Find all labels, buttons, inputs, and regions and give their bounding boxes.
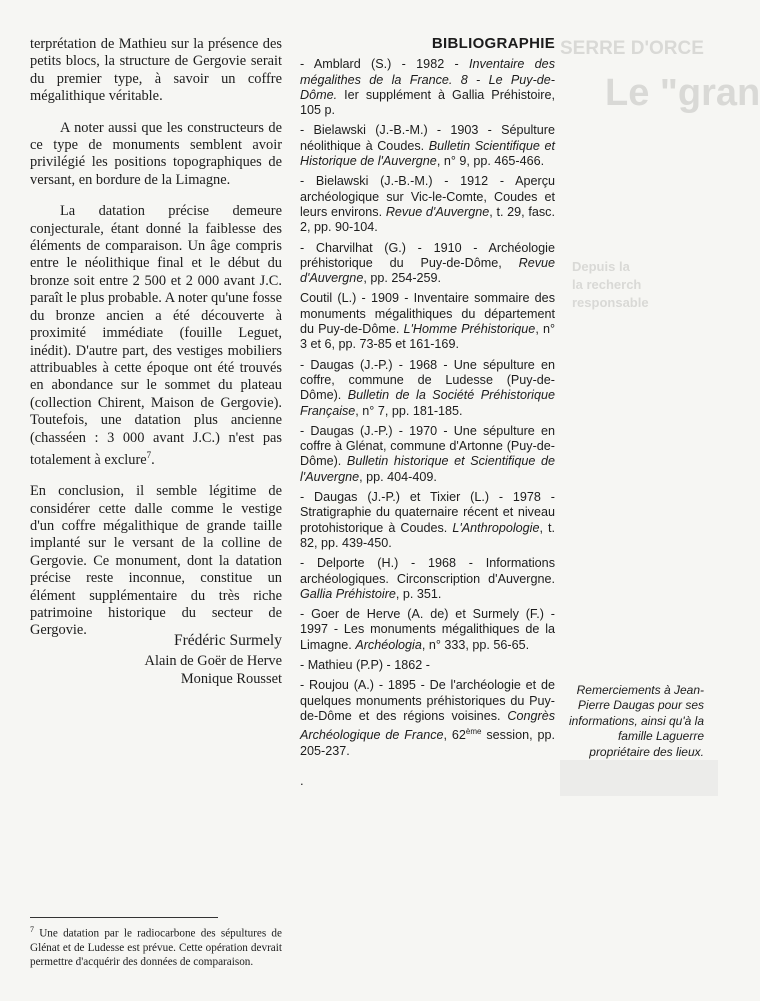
author-name: Alain de Goër de Herve xyxy=(144,653,282,669)
bibliography-entry: - Charvilhat (G.) - 1910 - Archéologie préhistorique du Puy-de-Dôme, Revue d'Auvergne, pp. 254-259. xyxy=(300,240,555,286)
bibliography-entry: - Daugas (J.-P.) et Tixier (L.) - 1978 - Stratigraphie du quaternaire récent et niveau protohistorique à Coudes. L'Anthropologie, t. 82, pp. 439-450. xyxy=(300,490,555,550)
body-paragraph: terprétation de Mathieu sur la présence des petits blocs, la structure de Gergovie serait du premier type, à savoir un coffre mégalithique véritable. xyxy=(30,36,282,105)
author-name: Frédéric Surmely xyxy=(173,632,282,649)
bibliography-title: BIBLIOGRAPHIE xyxy=(431,35,555,52)
body-paragraph: La datation précise demeure conjecturale, étant donné la faiblesse des éléments de comparaison. Un âge compris entre le néolithique final et le début du bronze soit entre 2 500 et 2 000 avant J.C. paraît le plus probable. A noter qu'une fosse du bronze ancien a été découverte à proximité immédiate (fouille Leguet, inédit). D'autre part, des vestiges mobiliers attribuables à cette époque ont été trouvés en abondance sur le sommet du plateau (collection Chirent, Maison de Gergovie). Toutefois, une datation plus ancienne (chasséen : 3 000 avant J.C.) n'est pas totalement à exclure$^7$. xyxy=(30,203,282,468)
article-left-column xyxy=(30,36,282,654)
bibliography-entry: - Daugas (J.-P.) - 1970 - Une sépulture en coffre à Glénat, commune d'Artonne (Puy-de-Dôme). Bulletin historique et Scientifique de l'Auvergne, pp. 404-409. xyxy=(300,423,555,484)
body-paragraph: A noter aussi que les constructeurs de ce type de monuments semblent avoir privilégié les positions topographiques de versant, en bordure de la Limagne. xyxy=(30,119,282,188)
bleed-through-text: Depuis la la recherch responsable xyxy=(572,259,649,310)
body-paragraph: En conclusion, il semble légitime de considérer cette dalle comme le vestige d'un coffre mégalithique de grande taille implanté sur le versant de la colline de Gergovie. Ce monument, dont la datation précise reste inconnue, constitue un élément supplémentaire du très riche patrimoine historique du secteur de Gergovie. xyxy=(30,483,282,639)
bleed-through-block xyxy=(560,760,718,796)
bibliography-entry: Coutil (L.) - 1909 - Inventaire sommaire des monuments mégalithiques du département du Puy-de-Dôme. L'Homme Préhistorique, n° 3 et 6, pp. 73-85 et 161-169. xyxy=(300,291,555,352)
bibliography-entry: - Roujou (A.) - 1895 - De l'archéologie et de quelques monuments préhistoriques du Puy-de-Dôme et des régions voisines. Congrès Archéologique de France, 62ème session, pp. 205-237. xyxy=(300,678,555,758)
bibliography-entry: - Amblard (S.) - 1982 - Inventaire des mégalithes de la France. 8 - Le Puy-de-Dôme. Ier supplément à Gallia Préhistoire, 105 p. xyxy=(300,57,555,118)
bibliography-list xyxy=(300,57,555,759)
bibliography-entry: - Mathieu (P.P) - 1862 - xyxy=(300,657,430,672)
author-name: Monique Rousset xyxy=(180,671,282,687)
bibliography-entry: - Bielawski (J.-B.-M.) - 1912 - Aperçu archéologique sur Vic-le-Comte, Coudes et leurs environs. Revue d'Auvergne, t. 29, fasc. 2, pp. 90-104. xyxy=(300,174,555,235)
author-signatures xyxy=(145,632,282,688)
footnote-reference: 7 xyxy=(146,449,152,460)
bibliography-entry: - Delporte (H.) - 1968 - Informations archéologiques. Circonscription d'Auvergne. Gallia Préhistoire, p. 351. xyxy=(300,556,555,601)
bibliography-column xyxy=(300,36,555,788)
bibliography-entry: - Goer de Herve (A. de) et Surmely (F.) - 1997 - Les monuments mégalithiques de la Limagne. Archéologia, n° 333, pp. 56-65. xyxy=(300,607,555,652)
bibliography-entry: - Bielawski (J.-B.-M.) - 1903 - Sépulture néolithique à Coudes. Bulletin Scientifique et Historique de l'Auvergne, n° 9, pp. 465-466. xyxy=(300,123,555,169)
acknowledgements: Remerciements à Jean-Pierre Daugas pour ses informations, ainsi qu'à la famille Laguerre propriétaire des lieux. xyxy=(568,683,704,759)
bleed-through-text: Le "gran xyxy=(605,72,760,114)
footnote: $^7$ Une datation par le radiocarbone des sépultures de Glénat et de Ludesse est prévue. Cette opération devrait permettre d'acquérir des données de comparaison. xyxy=(30,925,282,968)
footnote-divider xyxy=(30,917,218,918)
trailing-mark: . xyxy=(300,772,304,788)
bleed-through-text: SERRE D'ORCE xyxy=(560,38,704,59)
bibliography-entry: - Daugas (J.-P.) - 1968 - Une sépulture en coffre, commune de Ludesse (Puy-de-Dôme). Bulletin de la Société Préhistorique Française, n° 7, pp. 181-185. xyxy=(300,357,555,418)
